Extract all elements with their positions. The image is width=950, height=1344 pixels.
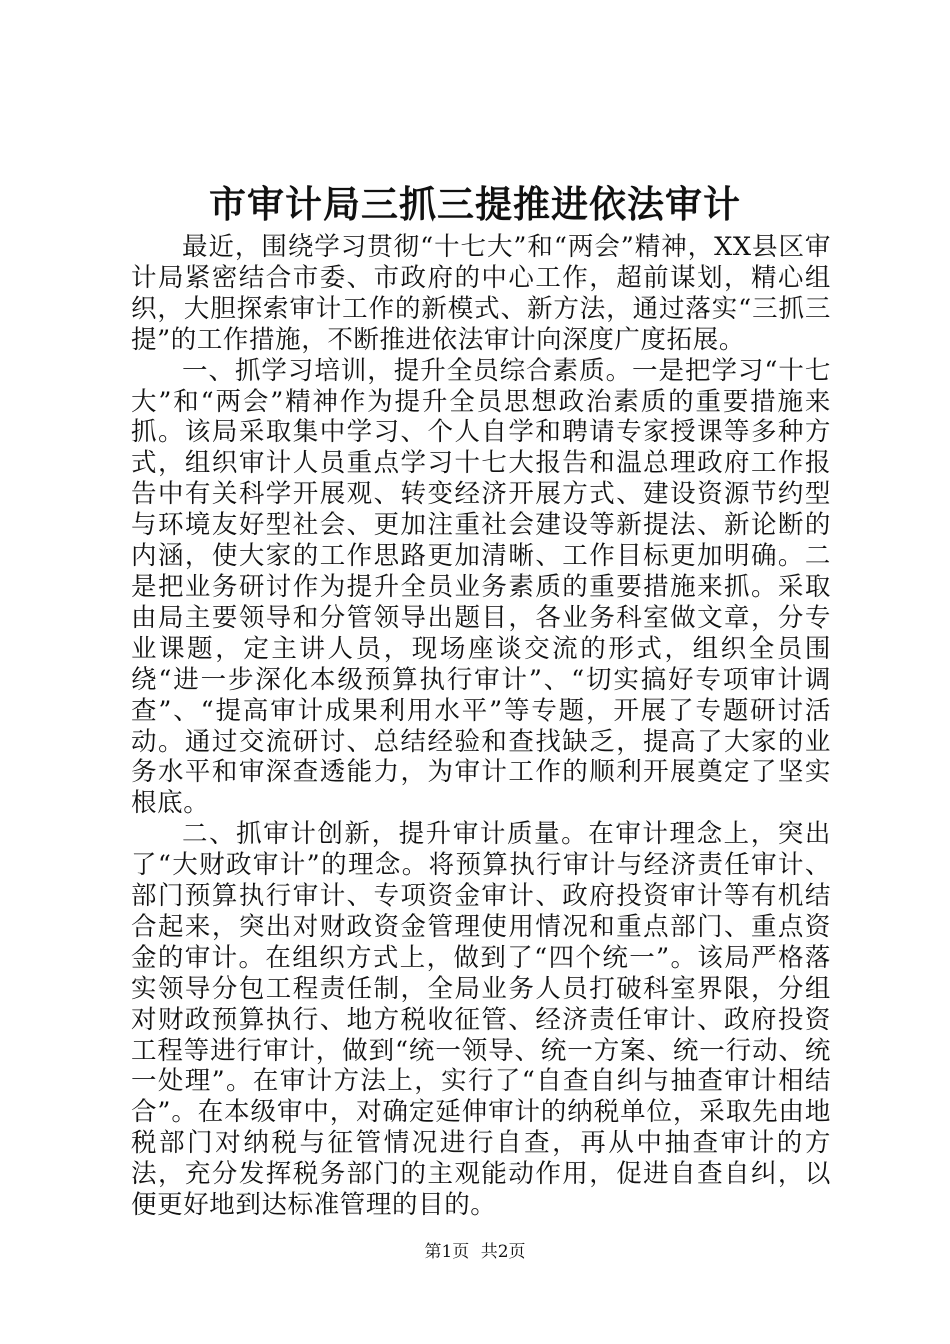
paragraph-section-one: 一、抓学习培训，提升全员综合素质。一是把学习“十七大”和“两会”精神作为提升全员思想政治素质的重要措施来抓。该局采取集中学习、个人自学和聘请专家授课等多种方式，组织审计人员重点学习十七大报告和温总理政府工作报告中有关科学开展观、转变经济开展方式、建设资源节约型与环境友好型社会、更加注重社会建设等新提法、新论断的内涵，使大家的工作思路更加清晰、工作目标更加明确。二是把业务研讨作为提升全员业务素质的重要措施来抓。采取由局主要领导和分管领导出题目，各业务科室做文章，分专业课题，定主讲人员，现场座谈交流的形式，组织全员围绕“进一步深化本级预算执行审计”、“切实搞好专项审计调查”、“提高审计成果利用水平”等专题，开展了专题研讨活动。通过交流研讨、总结经验和查找缺乏，提高了大家的业务水平和审深查透能力，为审计工作的顺利开展奠定了坚实根底。 bbox=[131, 355, 831, 819]
page-footer bbox=[0, 1241, 950, 1263]
page-total: 共2页 bbox=[480, 1242, 526, 1262]
document-title: 市审计局三抓三提推进依法审计 bbox=[209, 182, 741, 226]
page-number: 第1页 bbox=[424, 1242, 470, 1262]
paragraph-section-two: 二、抓审计创新，提升审计质量。在审计理念上，突出了“大财政审计”的理念。将预算执行审计与经济责任审计、部门预算执行审计、专项资金审计、政府投资审计等有机结合起来，突出对财政资金管理使用情况和重点部门、重点资金的审计。在组织方式上，做到了“四个统一”。该局严格落实领导分包工程责任制，全局业务人员打破科室界限，分组对财政预算执行、地方税收征管、经济责任审计、政府投资工程等进行审计，做到“统一领导、统一方案、统一行动、统一处理”。在审计方法上，实行了“自查自纠与抽查审计相结合”。在本级审中，对确定延伸审计的纳税单位，采取先由地税部门对纳税与征管情况进行自查，再从中抽查审计的方法，充分发挥税务部门的主观能动作用，促进自查自纠，以便更好地到达标准管理的目的。 bbox=[131, 819, 831, 1221]
document-body bbox=[131, 232, 831, 1221]
paragraph-intro: 最近，围绕学习贯彻“十七大”和“两会”精神，XX县区审计局紧密结合市委、市政府的中心工作，超前谋划，精心组织，大胆探索审计工作的新模式、新方法，通过落实“三抓三提”的工作措施，不断推进依法审计向深度广度拓展。 bbox=[131, 232, 831, 355]
